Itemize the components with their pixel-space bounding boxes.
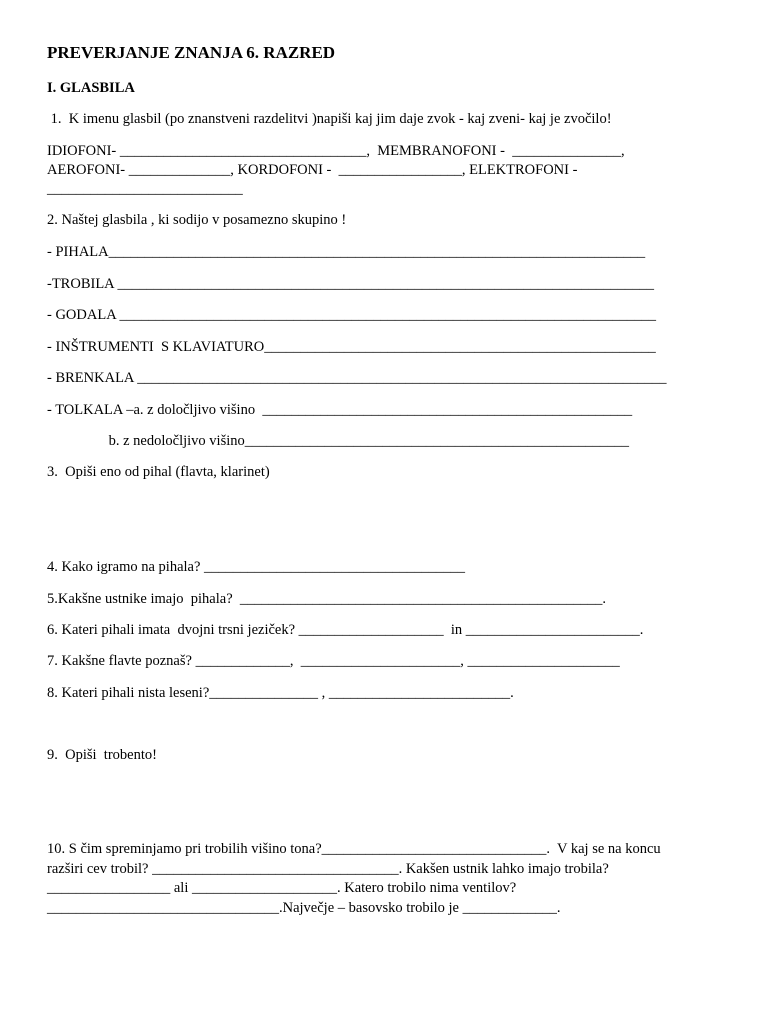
question-2-tolkala-a: - TOLKALA –a. z določljivo višino ___________________________________________________ [47,402,633,418]
question-5: 5.Kakšne ustnike imajo pihala? __________________________________________________. [47,591,607,607]
section-heading: I. GLASBILA [47,80,135,96]
question-1-line-1: IDIOFONI- __________________________________, MEMBRANOFONI - _______________, [47,143,625,159]
question-10-line-3: _________________ ali ____________________. Katero trobilo nima ventilov? [47,880,517,896]
question-7: 7. Kakšne flavte poznaš? _____________, ______________________, _____________________ [47,653,620,669]
question-2-trobila: -TROBILA __________________________________________________________________________ [47,276,654,292]
question-1-prompt: 1. K imenu glasbil (po znanstveni razdelitvi )napiši kaj jim daje zvok - kaj zveni- kaj je zvočilo! [47,111,612,127]
question-4: 4. Kako igramo na pihala? ____________________________________ [47,559,466,575]
question-2-godala: - GODALA __________________________________________________________________________ [47,307,656,323]
question-10-line-2: razširi cev trobil? __________________________________. Kakšen ustnik lahko imajo trobila? [47,861,609,877]
question-2-prompt: 2. Naštej glasbila , ki sodijo v posamezno skupino ! [47,212,347,228]
question-2-pihala: - PIHALA__________________________________________________________________________ [47,244,646,260]
question-1-line-3: ___________________________ [47,181,243,197]
question-1-line-2: AEROFONI- ______________, KORDOFONI - _________________, ELEKTROFONI - [47,162,578,178]
question-6: 6. Kateri pihali imata dvojni trsni jeziček? ____________________ in ________________________. [47,622,644,638]
question-9: 9. Opiši trobento! [47,747,157,763]
page-title: PREVERJANJE ZNANJA 6. RAZRED [47,43,336,62]
question-2-brenkala: - BRENKALA _________________________________________________________________________ [47,370,667,386]
question-10-line-4: ________________________________.Največje – basovsko trobilo je _____________. [47,900,561,916]
question-10-line-1: 10. S čim spreminjamo pri trobilih višino tona?_______________________________. V kaj se na koncu [47,841,661,857]
question-2-klaviatura: - INŠTRUMENTI S KLAVIATURO______________________________________________________ [47,339,656,355]
question-8: 8. Kateri pihali nista leseni?_______________ , _________________________. [47,685,514,701]
question-2-tolkala-b: b. z nedoločljivo višino_____________________________________________________ [47,433,629,449]
question-3: 3. Opiši eno od pihal (flavta, klarinet) [47,464,270,480]
